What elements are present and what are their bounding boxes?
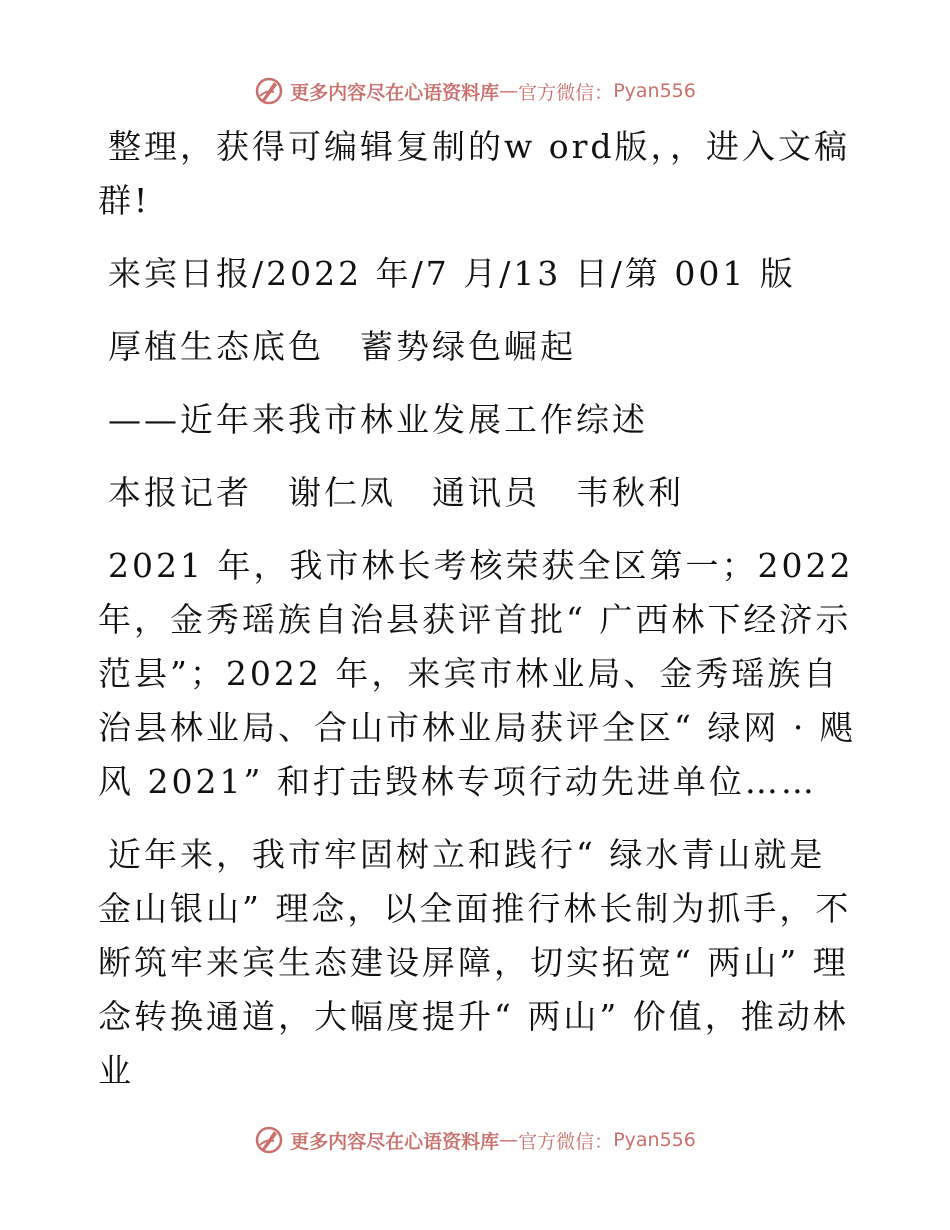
body-paragraph: 近年来，我市牢固树立和践行“ 绿水青山就是金山银山” 理念，以全面推行林长制为抓手，不断筑牢来宾生态建设屏障，切实拓宽“ 两山” 理念转换通道，大幅度提升“ 两山” 价值，推动林业 xyxy=(98,835,852,1090)
watermark-contact-label: 官方微信： xyxy=(518,1130,614,1153)
watermark-wechat-id: Pyan556 xyxy=(613,80,696,102)
watermark-wechat-id: Pyan556 xyxy=(613,1129,696,1151)
document-body xyxy=(98,120,867,1098)
watermark-main-text: 更多内容尽在心语资料库 xyxy=(290,81,500,104)
watermark-dash: — xyxy=(499,80,519,102)
header-watermark xyxy=(0,71,950,111)
watermark-contact-label: 官方微信： xyxy=(518,81,614,104)
article-title: 厚植生态底色 蓄势绿色崛起 xyxy=(108,327,576,366)
quill-pen-logo-icon xyxy=(254,1125,284,1155)
article-subtitle: ——近年来我市林业发展工作综述 xyxy=(108,400,648,439)
intro-paragraph: 整理，获得可编辑复制的w ord版，，进入文稿群! xyxy=(98,127,851,220)
footer-watermark xyxy=(0,1120,950,1160)
newspaper-source-line: 来宾日报/2022 年/7 月/13 日/第 001 版 xyxy=(108,254,796,293)
body-paragraph: 2021 年，我市林长考核荣获全区第一；2022 年，金秀瑶族自治县获评首批“ 广西林下经济示范县”；2022 年，来宾市林业局、金秀瑶族自治县林业局、合山市林业局获评全区“ 绿网 · 飓风 2021” 和打击毁林专项行动先进单位…… xyxy=(98,546,867,801)
quill-pen-logo-icon xyxy=(254,76,284,106)
watermark-dash: — xyxy=(499,1129,519,1151)
watermark-main-text: 更多内容尽在心语资料库 xyxy=(290,1130,500,1153)
article-byline: 本报记者 谢仁凤 通讯员 韦秋利 xyxy=(108,473,684,512)
